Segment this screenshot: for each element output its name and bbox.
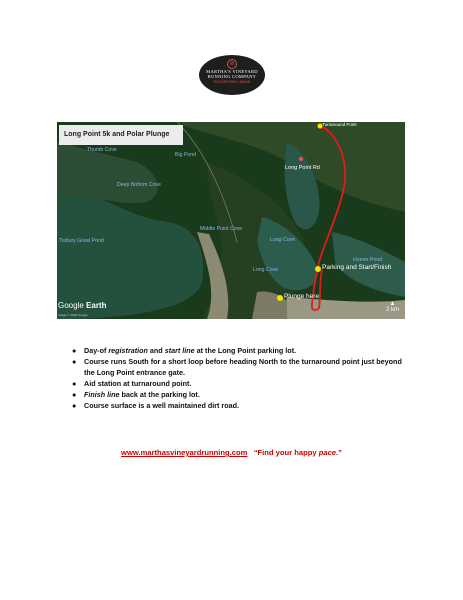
label-long-point-rd: Long Point Rd xyxy=(285,165,320,171)
label-big-pond: Big Pond xyxy=(175,152,197,158)
item-text: Aid station at turnaround point. xyxy=(84,379,192,388)
label-homer-pond: Homer Pond xyxy=(353,257,383,263)
course-info-list xyxy=(72,345,412,411)
item-text: at the Long Point parking lot. xyxy=(194,346,297,355)
item-text: Course surface is a well maintained dirt road. xyxy=(84,401,239,410)
item-text: Day-of xyxy=(84,346,109,355)
label-tisbury: Tisbury Great Pond xyxy=(59,238,104,244)
label-middle-point: Middle Point Cove xyxy=(200,226,243,232)
logo-line-1: MARTHA'S VINEYARD xyxy=(206,69,258,74)
bullet-icon: ● xyxy=(72,357,77,366)
logo-line-2: RUNNING COMPANY xyxy=(207,74,257,79)
course-map xyxy=(57,122,405,319)
label-deep-bottom: Deep Bottom Cove xyxy=(117,182,161,188)
tagline-emphasis: pace xyxy=(318,448,337,457)
bullet-icon: ● xyxy=(72,390,77,399)
list-item xyxy=(72,378,412,389)
company-logo xyxy=(199,55,265,95)
bullet-icon: ● xyxy=(72,379,77,388)
tagline-end: .” xyxy=(336,448,342,457)
list-item xyxy=(72,389,412,400)
bullet-icon: ● xyxy=(72,401,77,410)
label-plunge: Plunge here xyxy=(284,293,320,300)
website-link[interactable]: www.marthasvineyardrunning.com xyxy=(121,448,248,457)
label-long-cove-1: Long Cove xyxy=(270,237,296,243)
logo-line-3: EDGARTOWN • MASS xyxy=(213,80,251,84)
bullet-icon: ● xyxy=(72,346,77,355)
list-item xyxy=(72,356,412,378)
label-turnaround: Turnaround Point xyxy=(322,122,357,127)
list-item xyxy=(72,345,412,356)
no-entry-icon: ⊘ xyxy=(227,59,237,69)
image-credit: Image © 2018 Google xyxy=(58,313,88,317)
brand-earth: Earth xyxy=(86,301,107,310)
north-arrow-icon: ▲ 2 km xyxy=(385,301,399,313)
brand-google: Google xyxy=(58,301,84,310)
footer xyxy=(0,448,463,457)
item-emphasis: registration xyxy=(108,346,148,355)
label-parking: Parking and Start/Finish xyxy=(322,264,392,271)
label-thumb: Thumb Cove xyxy=(87,147,117,153)
tagline-text: “Find your happy xyxy=(253,448,319,457)
item-emphasis: start line xyxy=(164,346,195,355)
item-text: and xyxy=(147,346,165,355)
google-earth-brand xyxy=(58,301,106,310)
tagline xyxy=(249,448,341,457)
scale-label: 2 km xyxy=(385,307,399,313)
label-long-cove-2: Long Cove xyxy=(253,267,279,273)
item-text: Course runs South for a short loop before heading North to the turnaround point just beyond the Long Point entrance gate. xyxy=(84,357,402,377)
item-emphasis: Finish line xyxy=(84,390,120,399)
list-item xyxy=(72,400,412,411)
map-title: Long Point 5k and Polar Plunge xyxy=(59,125,183,145)
item-text: back at the parking lot. xyxy=(119,390,200,399)
